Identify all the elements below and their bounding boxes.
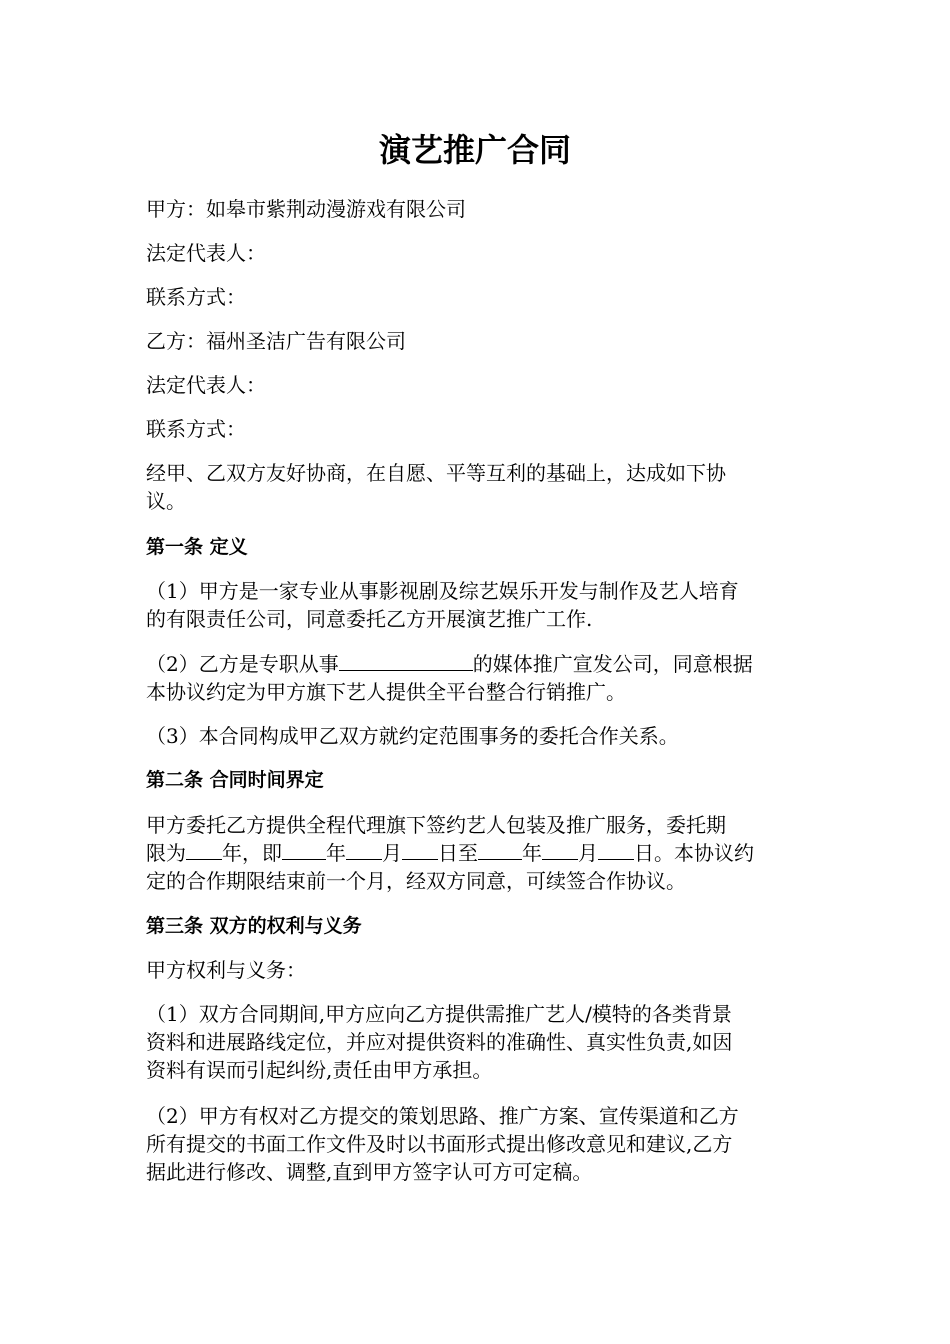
business-scope-blank (339, 650, 473, 671)
article-1-clause-1-line-2: 的有限责任公司，同意委托乙方开展演艺推广工作. (146, 607, 593, 631)
start-day-blank (402, 839, 438, 860)
party-a: 甲方：如皋市紫荆动漫游戏有限公司 (146, 197, 466, 221)
legal-rep-a: 法定代表人： (146, 241, 266, 265)
document-title: 演艺推广合同 (378, 131, 571, 169)
clause-2-prefix: （2）乙方是专职从事 (146, 652, 339, 676)
preamble-line-2: 议。 (146, 489, 186, 513)
contact-a: 联系方式： (146, 285, 246, 309)
article-1-clause-2-line-2: 本协议约定为甲方旗下艺人提供全平台整合行销推广。 (146, 680, 626, 704)
article-3-clause-2-line-3: 据此进行修改、调整,直到甲方签字认可方可定稿。 (146, 1160, 593, 1184)
years-blank (186, 839, 222, 860)
text-segment: 日至 (438, 841, 478, 865)
end-year-blank (478, 839, 522, 860)
article-1-heading: 第一条 定义 (146, 536, 248, 558)
article-1-clause-3: （3）本合同构成甲乙双方就约定范围事务的委托合作关系。 (146, 724, 679, 748)
party-b: 乙方：福州圣洁广告有限公司 (146, 329, 406, 353)
article-3-clause-1-line-3: 资料有误而引起纠纷,责任由甲方承担。 (146, 1058, 493, 1082)
article-3-clause-2-line-1: （2）甲方有权对乙方提交的策划思路、推广方案、宣传渠道和乙方 (146, 1104, 739, 1128)
text-segment: 月 (382, 841, 402, 865)
preamble-line-1: 经甲、乙双方友好协商，在自愿、平等互利的基础上，达成如下协 (146, 461, 726, 485)
start-year-blank (282, 839, 326, 860)
text-segment: 限为 (146, 841, 186, 865)
clause-2-suffix: 的媒体推广宣发公司，同意根据 (472, 652, 753, 676)
text-segment: 年，即 (222, 841, 282, 865)
text-segment: 日。本协议约 (634, 841, 754, 865)
article-3-clause-1-line-1: （1）双方合同期间,甲方应向乙方提供需推广艺人/模特的各类背景 (146, 1002, 732, 1026)
contact-b: 联系方式： (146, 417, 246, 441)
article-2-line-1: 甲方委托乙方提供全程代理旗下签约艺人包装及推广服务，委托期 (146, 813, 726, 837)
article-3-clause-1-line-2: 资料和进展路线定位，并应对提供资料的准确性、真实性负责,如因 (146, 1030, 733, 1054)
article-2-line-3: 定的合作期限结束前一个月，经双方同意，可续签合作协议。 (146, 869, 686, 893)
legal-rep-b: 法定代表人： (146, 373, 266, 397)
article-1-clause-1-line-1: （1）甲方是一家专业从事影视剧及综艺娱乐开发与制作及艺人培育 (146, 579, 739, 603)
end-month-blank (542, 839, 578, 860)
text-segment: 年 (326, 841, 346, 865)
end-day-blank (598, 839, 634, 860)
text-segment: 月 (578, 841, 598, 865)
start-month-blank (346, 839, 382, 860)
article-3-clause-2-line-2: 所有提交的书面工作文件及时以书面形式提出修改意见和建议,乙方 (146, 1132, 733, 1156)
text-segment: 年 (522, 841, 542, 865)
article-3-heading: 第三条 双方的权利与义务 (146, 915, 362, 937)
article-2-heading: 第二条 合同时间界定 (146, 769, 324, 791)
article-3-subheading: 甲方权利与义务： (146, 958, 306, 982)
